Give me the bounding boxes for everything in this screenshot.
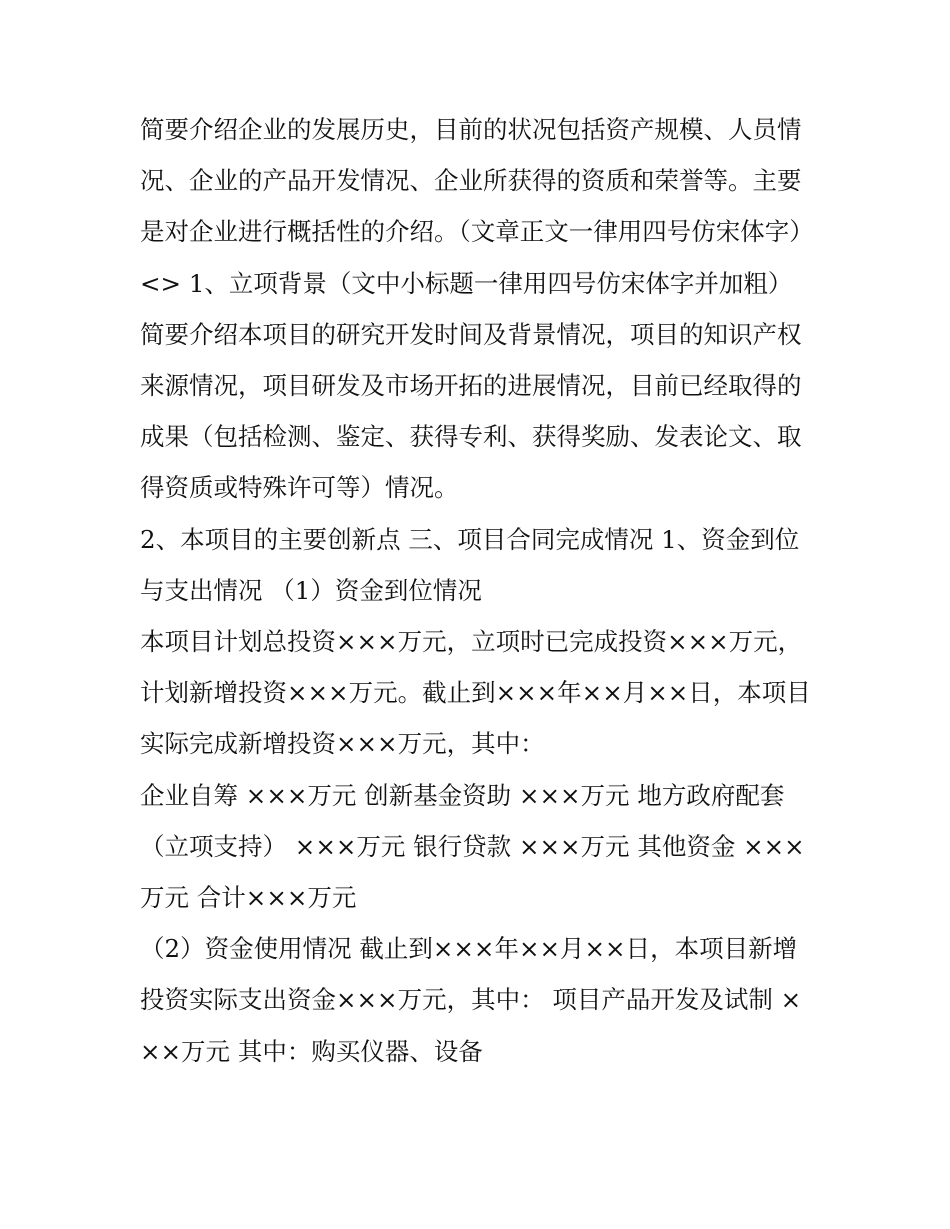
paragraph-funding-sources: 企业自筹 ×××万元 创新基金资助 ×××万元 地方政府配套（立项支持） ×××万元 银行贷款 ×××万元 其他资金 ×××万元 合计×××万元 — [140, 780, 805, 913]
paragraph-company-intro: 简要介绍企业的发展历史，目前的状况包括资产规模、人员情况、企业的产品开发情况、企业所获得的资质和荣誉等。主要是对企业进行概括性的介绍。（文章正文一律用四号仿宋体字） — [140, 115, 814, 247]
paragraph-funding-usage: （2）资金使用情况 截止到×××年××月××日，本项目新增投资实际支出资金×××万元，其中： 项目产品开发及试制 ×××万元 其中：购买仪器、设备 — [140, 934, 802, 1066]
paragraph-project-background-heading: <> 1、立项背景（文中小标题一律用四号仿宋体字并加粗） — [140, 268, 793, 298]
paragraph-innovation-and-funding-heading: 2、本项目的主要创新点 三、项目合同完成情况 1、资金到位与支出情况 （1）资金到位情况 — [140, 524, 800, 605]
paragraph-funding-in-place: 本项目计划总投资×××万元，立项时已完成投资×××万元，计划新增投资×××万元。截止到×××年××月××日，本项目实际完成新增投资×××万元，其中： — [140, 627, 811, 759]
paragraph-project-background: 简要介绍本项目的研究开发时间及背景情况，项目的知识产权来源情况，项目研发及市场开拓的进展情况，目前已经取得的成果（包括检测、鉴定、获得专利、获得奖励、发表论文、取得资质或特殊许可等）情况。 — [140, 319, 802, 503]
document-body — [140, 104, 820, 1077]
